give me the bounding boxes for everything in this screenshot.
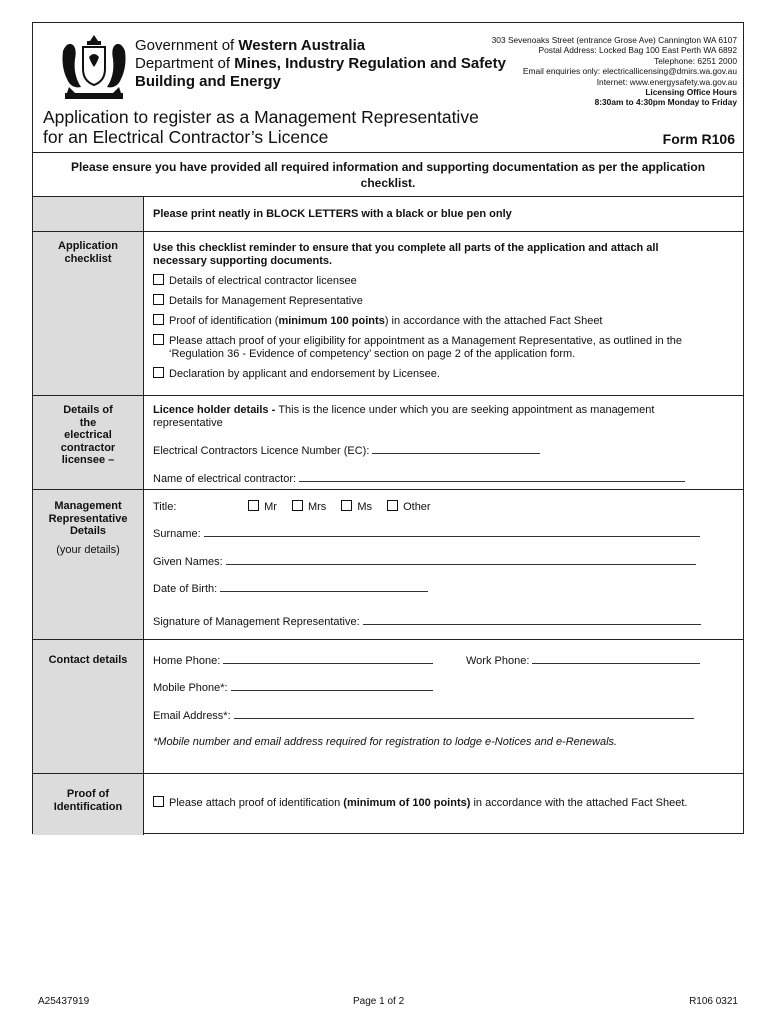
print-instruction-side [33, 197, 144, 231]
mobile-phone-field[interactable]: Mobile Phone*: [153, 681, 433, 695]
checkbox[interactable] [248, 500, 259, 511]
requirements-notice: Please ensure you have provided all required information and supporting documentation as per the application checklist. [33, 153, 743, 197]
telephone: Telephone: 6251 2000 [654, 55, 737, 66]
licence-number-field[interactable]: Electrical Contractors Licence Number (EC): [153, 444, 540, 458]
contact-side-label: Contact details [33, 640, 144, 773]
proof-section [33, 774, 743, 835]
title-other-option[interactable]: Other [387, 501, 431, 513]
document-id: A25437919 [38, 996, 90, 1007]
print-instruction: Please print neatly in BLOCK LETTERS with a black or blue pen only [153, 208, 512, 220]
agency-line1-prefix: Government of [135, 37, 239, 54]
title-mr-option[interactable]: Mr [248, 501, 289, 513]
office-hours: 8:30am to 4:30pm Monday to Friday [594, 97, 737, 108]
page-number: Page 1 of 2 [353, 996, 405, 1007]
management-section [33, 490, 743, 640]
form-frame [32, 22, 744, 834]
checklist-item-representative[interactable]: Details for Management Representative [153, 294, 363, 308]
date-of-birth-field[interactable]: Date of Birth: [153, 582, 428, 596]
form-number: Form R106 [662, 131, 735, 147]
licensee-section [33, 396, 743, 490]
licensee-side-label: Details of the electrical contractor licensee – [33, 396, 144, 489]
given-names-field[interactable]: Given Names: [153, 555, 696, 569]
checkbox[interactable] [153, 314, 164, 325]
title-mrs-option[interactable]: Mrs [292, 501, 338, 513]
surname-field[interactable]: Surname: [153, 527, 700, 541]
checklist-section [33, 232, 743, 396]
checkbox[interactable] [341, 500, 352, 511]
contact-section [33, 640, 743, 774]
agency-name [135, 37, 506, 91]
checklist-intro: Use this checklist reminder to ensure that you complete all parts of the application and attach all necessary supporting documents. [153, 242, 659, 267]
licensee-heading: Licence holder details - [153, 404, 279, 416]
checkbox[interactable] [153, 274, 164, 285]
title-ms-option[interactable]: Ms [341, 501, 384, 513]
checklist-item-licensee[interactable]: Details of electrical contractor licensee [153, 274, 357, 288]
email-enquiries: Email enquiries only: electricallicensing@dmirs.wa.gov.au [522, 66, 737, 77]
home-phone-field[interactable]: Home Phone: [153, 654, 433, 668]
checkbox[interactable] [387, 500, 398, 511]
signature-field[interactable]: Signature of Management Representative: [153, 615, 701, 629]
form-title [43, 107, 479, 147]
office-contact-block [492, 35, 737, 108]
form-title-line1: Application to register as a Management Representative [43, 107, 479, 127]
street-address: 303 Sevenoaks Street (entrance Grose Ave) Cannington WA 6107 [491, 35, 737, 45]
contractor-name-field[interactable]: Name of electrical contractor: [153, 472, 685, 486]
checklist-side-label: Application checklist [33, 232, 144, 395]
title-field: Title: Mr Mrs Ms Other [153, 501, 431, 513]
wa-coat-of-arms-icon [49, 31, 139, 107]
work-phone-field[interactable]: Work Phone: [466, 654, 700, 668]
proof-side-label: Proof of Identification [33, 774, 144, 835]
agency-line3: Building and Energy [135, 73, 281, 90]
form-version: R106 0321 [689, 996, 738, 1007]
form-header [33, 23, 743, 153]
internet-address: Internet: www.energysafety.wa.gov.au [596, 76, 737, 87]
checklist-item-eligibility[interactable]: Please attach proof of your eligibility for appointment as a Management Representative, as outlined in the ‘Regulation 36 - Evidence of competency’ section on page 2 of the application form. [153, 334, 682, 361]
proof-content[interactable]: Please attach proof of identification (minimum of 100 points) in accordance with the attached Fact Sheet. [153, 796, 735, 810]
checkbox[interactable] [153, 367, 164, 378]
postal-address: Postal Address: Locked Bag 100 East Perth WA 6892 [538, 45, 737, 56]
form-title-line2: for an Electrical Contractor’s Licence [43, 127, 329, 147]
email-address-field[interactable]: Email Address*: [153, 709, 694, 723]
checklist-content [153, 242, 735, 380]
licensee-content: Licence holder details - This is the licence under which you are seeking appointment as management representative Electrical Contractors Licence Number (EC): Name of electrical contractor: [153, 404, 735, 430]
contact-note: *Mobile number and email address required for registration to lodge e-Notices and e-Renewals. [153, 736, 618, 748]
checkbox[interactable] [153, 334, 164, 345]
agency-line2-prefix: Department of [135, 55, 235, 72]
print-instruction-row [33, 197, 743, 232]
agency-line1-bold: Western Australia [238, 37, 366, 54]
checklist-item-identification[interactable]: Proof of identification (minimum 100 points) in accordance with the attached Fact Sheet [153, 314, 603, 328]
agency-line2-bold: Mines, Industry Regulation and Safety [234, 55, 506, 72]
office-hours-title: Licensing Office Hours [645, 87, 737, 98]
checklist-item-declaration[interactable]: Declaration by applicant and endorsement by Licensee. [153, 367, 440, 381]
checkbox[interactable] [153, 796, 164, 807]
management-side-label: Management Representative Details (your details) [33, 490, 144, 639]
checkbox[interactable] [153, 294, 164, 305]
checkbox[interactable] [292, 500, 303, 511]
